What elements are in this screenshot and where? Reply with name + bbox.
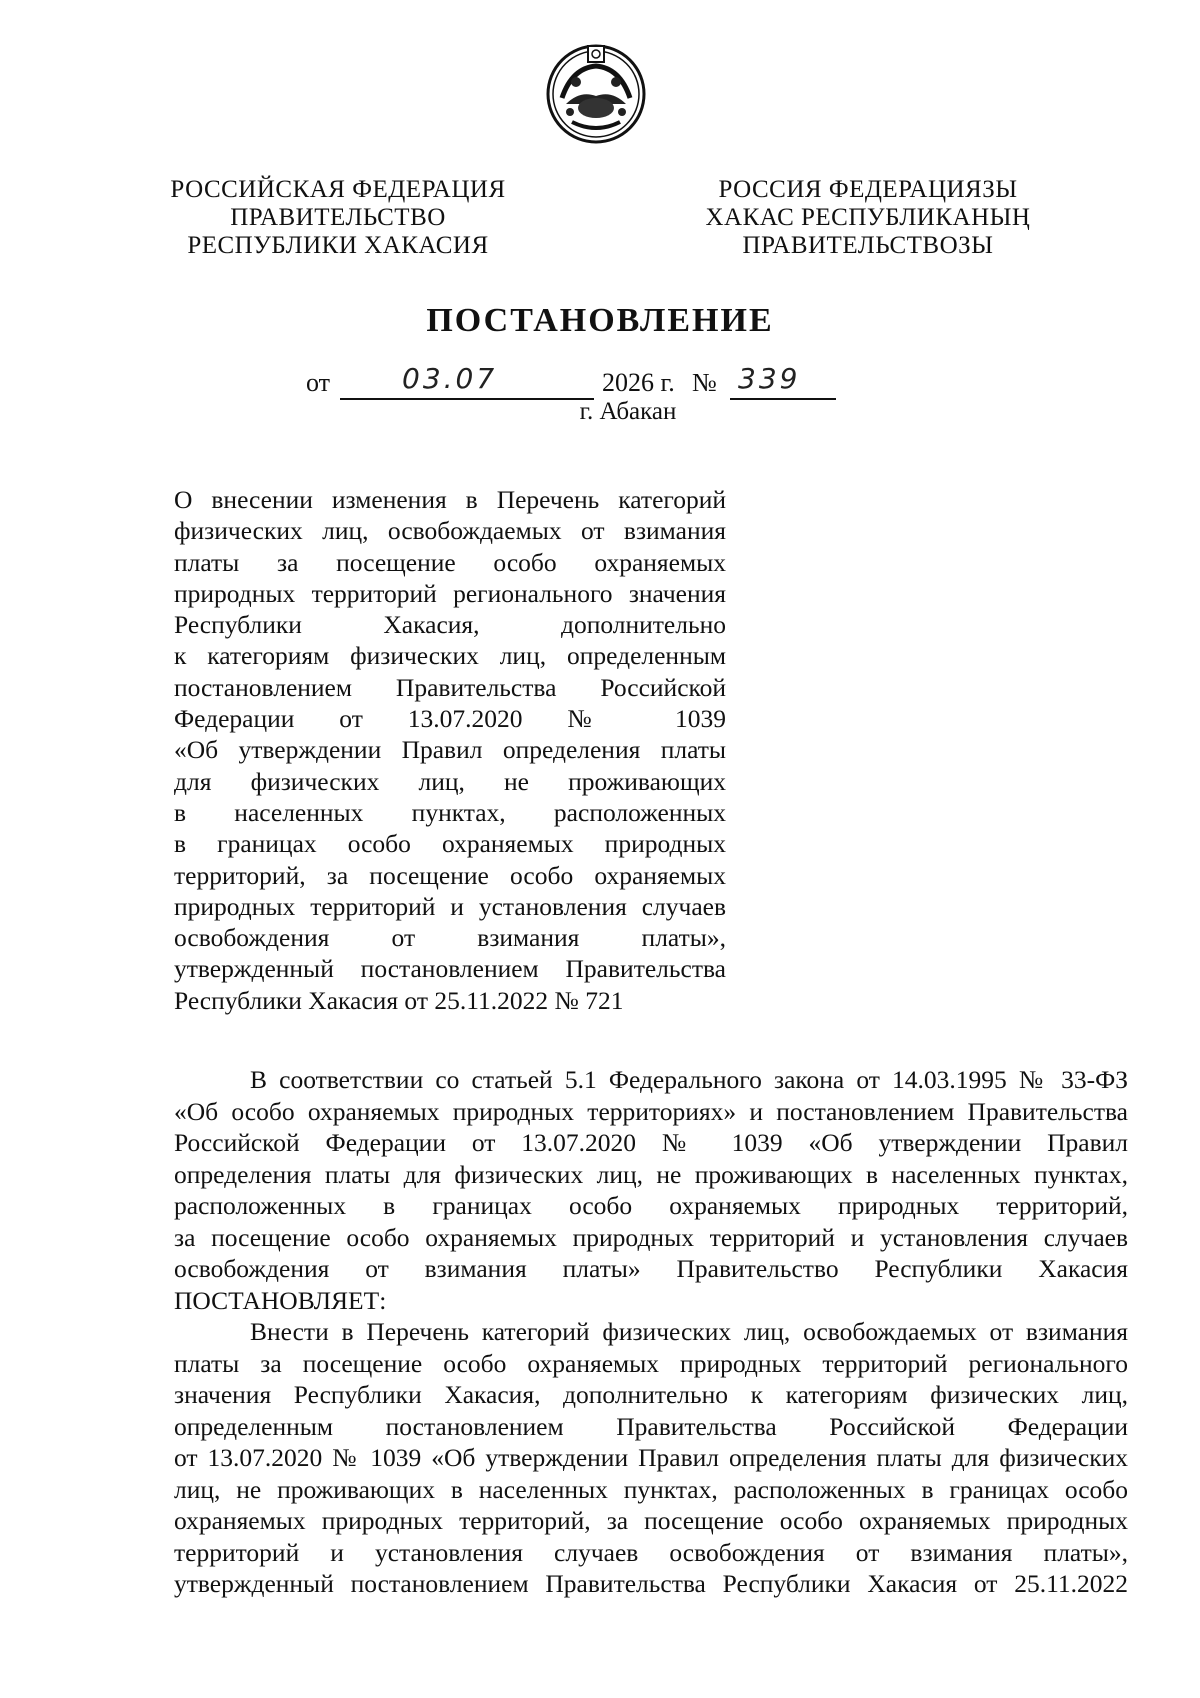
resolution-body (174, 1064, 1128, 1600)
resolution-title (174, 484, 726, 1016)
body-line: определенным постановлением Правительства Российской Федерации (174, 1411, 1128, 1441)
handwritten-number: 339 (738, 362, 801, 395)
body-line: «Об особо охраняемых природных территориях» и постановлением Правительства (174, 1096, 1128, 1126)
body-line: Российской Федерации от 13.07.2020 № 1039 «Об утверждении Правил (174, 1128, 1128, 1157)
from-label: от (306, 368, 331, 397)
header-line: РОССИЙСКАЯ ФЕДЕРАЦИЯ (170, 176, 506, 203)
body-line: определения платы для физических лиц, не проживающих в населенных пунктах, (174, 1159, 1128, 1189)
title-line: физических лиц, освобождаемых от взимания (174, 516, 726, 546)
title-line: платы за посещение особо охраняемых (174, 547, 726, 577)
title-line: О внесении изменения в Перечень категорий (174, 485, 726, 514)
body-line: В соответствии со статьей 5.1 Федерального закона от 14.03.1995 № 33-ФЗ (250, 1065, 1128, 1094)
city-label: г. Абакан (579, 398, 677, 425)
header-left-ru (148, 176, 528, 260)
title-line: к категориям физических лиц, определенным (174, 641, 726, 671)
title-line: Республики Хакасия, дополнительно (174, 610, 726, 640)
body-line: значения Республики Хакасия, дополнительно к категориям физических лиц, (174, 1380, 1128, 1409)
body-line: от 13.07.2020 № 1039 «Об утверждении Правил определения платы для физических (174, 1443, 1128, 1472)
number-sign: № (692, 368, 717, 397)
body-line: платы за посещение особо охраняемых природных территорий регионального (174, 1348, 1128, 1378)
body-line: расположенных в границах особо охраняемых природных территорий, (174, 1191, 1128, 1220)
coat-of-arms-emblem (542, 38, 650, 146)
title-line: природных территорий регионального значения (174, 578, 726, 608)
header-line: ХАКАС РЕСПУБЛИКАНЫҢ (705, 204, 1031, 231)
header-right-khakas (678, 176, 1058, 260)
body-line: ПОСТАНОВЛЯЕТ: (174, 1285, 387, 1315)
title-line: в границах особо охраняемых природных (174, 829, 726, 859)
title-line: Федерации от 13.07.2020 № 1039 (174, 704, 726, 734)
title-line: «Об утверждении Правил определения платы (174, 735, 726, 765)
date-number-line (306, 362, 906, 402)
body-line: утвержденный постановлением Правительства Республики Хакасия от 25.11.2022 (174, 1569, 1128, 1598)
title-line: утвержденный постановлением Правительства (174, 954, 726, 984)
body-line: лиц, не проживающих в населенных пунктах, расположенных в границах особо (174, 1474, 1128, 1504)
title-line: постановлением Правительства Российской (174, 672, 726, 702)
title-line: Республики Хакасия от 25.11.2022 № 721 (174, 985, 624, 1015)
handwritten-date: 03.07 (402, 362, 498, 395)
header-line: ПРАВИТЕЛЬСТВОЗЫ (742, 232, 994, 259)
title-line: территорий, за посещение особо охраняемых (174, 860, 726, 890)
header-line: ПРАВИТЕЛЬСТВО (230, 204, 446, 231)
body-line: территорий и установления случаев освобождения от взимания платы», (174, 1537, 1128, 1567)
title-line: природных территорий и установления случаев (174, 891, 726, 921)
year-label: 2026 г. (602, 368, 675, 397)
header-line: РЕСПУБЛИКИ ХАКАСИЯ (187, 232, 489, 259)
title-line: освобождения от взимания платы», (174, 923, 726, 953)
body-line: освобождения от взимания платы» Правительство Республики Хакасия (174, 1254, 1128, 1283)
title-line: в населенных пунктах, расположенных (174, 797, 726, 827)
header-line: РОССИЯ ФЕДЕРАЦИЯЗЫ (718, 176, 1018, 203)
body-line: за посещение особо охраняемых природных территорий и установления случаев (174, 1222, 1128, 1252)
body-line: охраняемых природных территорий, за посещение особо охраняемых природных (174, 1506, 1128, 1535)
body-line: Внести в Перечень категорий физических лиц, освобождаемых от взимания (250, 1317, 1128, 1346)
title-line: для физических лиц, не проживающих (174, 766, 726, 796)
document-type-title: ПОСТАНОВЛЕНИЕ (426, 302, 774, 339)
